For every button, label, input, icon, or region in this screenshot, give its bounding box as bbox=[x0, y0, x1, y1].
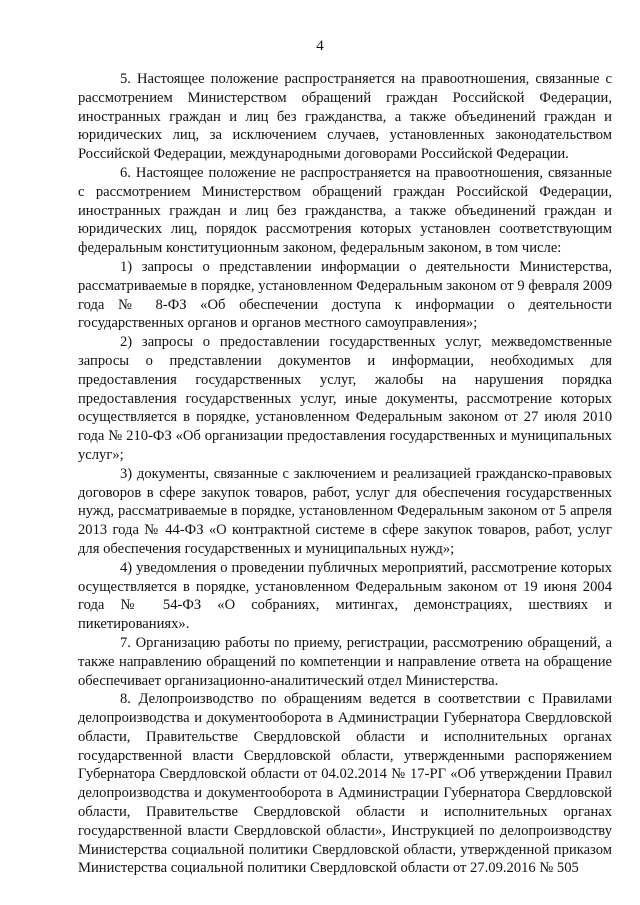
list-item-3: 3) документы, связанные с заключением и реализацией гражданско-правовых договоров в сфере закупок товаров, работ, услуг для обеспечения государственных нужд, рассматриваемые в порядке, установленном Федеральным законом от 5 апреля 2013 года № 44-ФЗ «О контрактной системе в сфере закупок товаров, работ, услуг для обеспечения государственных и муниципальных нужд»; bbox=[78, 465, 612, 557]
paragraph-6: 6. Настоящее положение не распространяется на правоотношения, связанные с рассмотрением Министерством обращений граждан Российской Федерации, иностранных граждан и лиц без гражданства, а также объединений граждан и юридических лиц, порядок рассмотрения которых установлен соответствующим федеральным конституционным законом, федеральным законом, в том числе: bbox=[78, 164, 612, 257]
paragraph-5: 5. Настоящее положение распространяется на правоотношения, связанные с рассмотрением Министерством обращений граждан Российской Федерации, иностранных граждан и лиц без гражданства, а также объединений граждан и юридических лиц, за исключением случаев, установленных законодательством Российской Федерации, международными договорами Российской Федерации. bbox=[78, 71, 612, 163]
list-item-2: 2) запросы о предоставлении государственных услуг, межведомственные запросы о представлении документов и информации, необходимых для предоставления государственных услуг, жалобы на нарушения порядка предоставления государственных услуг, иные документы, рассмотрение которых осуществляется в порядке, установленном Федеральным законом от 27 июля 2010 года № 210-ФЗ «Об организации предоставления государственных и муниципальных услуг»; bbox=[78, 334, 612, 463]
paragraph-8: 8. Делопроизводство по обращениям ведется в соответствии с Правилами делопроизводства и документооборота в Администрации Губернатора Свердловской области, Правительстве Свердловской области и исполнительных органах государственной власти Свердловской области, утвержденными распоряжением Губернатора Свердловской области от 04.02.2014 № 17-РГ «Об утверждении Правил делопроизводства и документооборота в Администрации Губернатора Свердловской области, Правительстве Свердловской области и исполнительных органах государственной власти Свердловской области», Инструкцией по делопроизводству Министерства социальной политики Свердловской области, утвержденной приказом Министерства социальной политики Свердловской области от 27.09.2016 № 505 bbox=[78, 691, 612, 877]
list-item-1: 1) запросы о представлении информации о деятельности Министерства, рассматриваемые в порядке, установленном Федеральным законом от 9 февраля 2009 года № 8-ФЗ «Об обеспечении доступа к информации о деятельности государственных органов и органов местного самоуправления»; bbox=[78, 258, 612, 332]
list-item-4: 4) уведомления о проведении публичных мероприятий, рассмотрение которых осуществляется в порядке, установленном Федеральным законом от 19 июня 2004 года № 54-ФЗ «О собраниях, митингах, демонстрациях, шествиях и пикетированиях». bbox=[78, 559, 612, 633]
document-body bbox=[78, 70, 612, 878]
paragraph-7: 7. Организацию работы по приему, регистрации, рассмотрению обращений, а также направлению обращений по компетенции и направление ответа на обращение обеспечивает организационно-аналитический отдел Министерства. bbox=[78, 634, 612, 689]
page-number: 4 bbox=[316, 38, 324, 54]
